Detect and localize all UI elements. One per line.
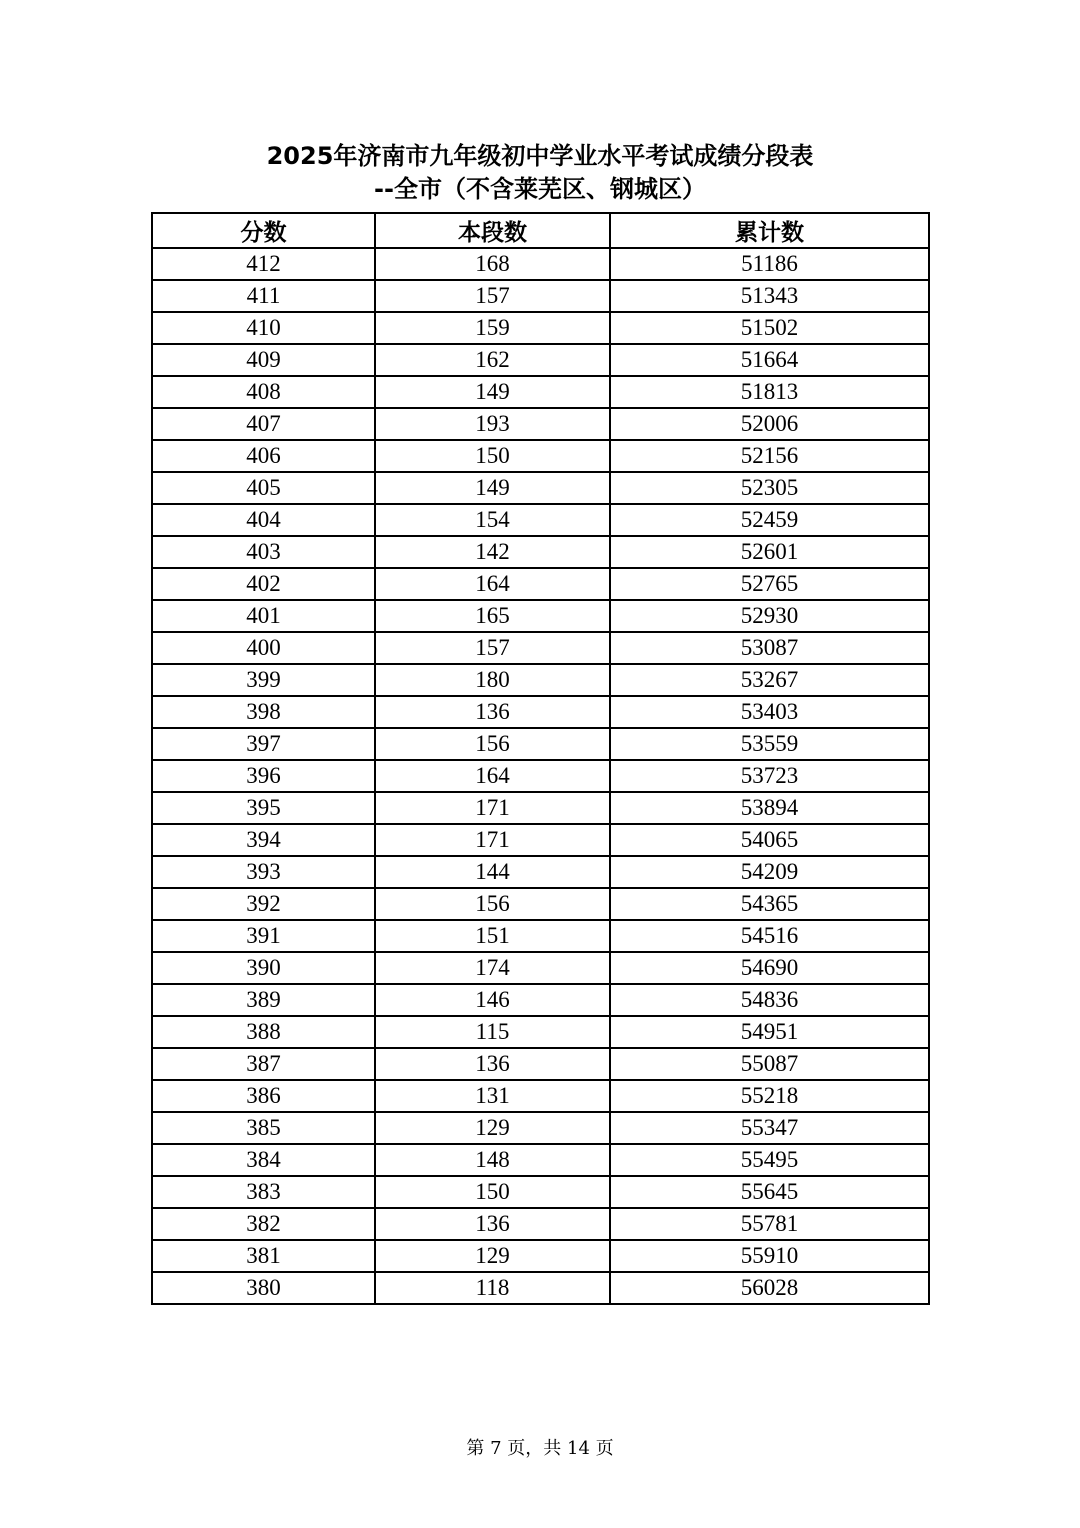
table-body xyxy=(152,248,929,1304)
cell-cumulative-count: 54065 xyxy=(610,824,929,856)
cell-cumulative-count: 52305 xyxy=(610,472,929,504)
cell-cumulative-count: 51186 xyxy=(610,248,929,280)
table-row xyxy=(152,280,929,312)
table-row xyxy=(152,504,929,536)
table-row xyxy=(152,1176,929,1208)
table-row xyxy=(152,600,929,632)
column-header-score: 分数 xyxy=(152,213,375,248)
cell-cumulative-count: 53723 xyxy=(610,760,929,792)
table-row xyxy=(152,920,929,952)
cell-score: 411 xyxy=(152,280,375,312)
cell-score: 394 xyxy=(152,824,375,856)
column-header-cumulative-count: 累计数 xyxy=(610,213,929,248)
table-row xyxy=(152,1080,929,1112)
cell-cumulative-count: 55645 xyxy=(610,1176,929,1208)
cell-score: 401 xyxy=(152,600,375,632)
table-row xyxy=(152,632,929,664)
cell-score: 383 xyxy=(152,1176,375,1208)
cell-score: 382 xyxy=(152,1208,375,1240)
cell-score: 410 xyxy=(152,312,375,344)
table-row xyxy=(152,984,929,1016)
cell-segment-count: 193 xyxy=(375,408,610,440)
cell-score: 408 xyxy=(152,376,375,408)
table-row xyxy=(152,696,929,728)
cell-segment-count: 118 xyxy=(375,1272,610,1304)
cell-cumulative-count: 51343 xyxy=(610,280,929,312)
cell-cumulative-count: 55347 xyxy=(610,1112,929,1144)
cell-cumulative-count: 52765 xyxy=(610,568,929,600)
cell-cumulative-count: 53267 xyxy=(610,664,929,696)
cell-cumulative-count: 52156 xyxy=(610,440,929,472)
score-distribution-table xyxy=(151,212,930,1305)
cell-score: 380 xyxy=(152,1272,375,1304)
cell-cumulative-count: 55087 xyxy=(610,1048,929,1080)
cell-score: 398 xyxy=(152,696,375,728)
cell-score: 392 xyxy=(152,888,375,920)
cell-segment-count: 136 xyxy=(375,696,610,728)
cell-segment-count: 144 xyxy=(375,856,610,888)
cell-cumulative-count: 53403 xyxy=(610,696,929,728)
table-row xyxy=(152,888,929,920)
cell-score: 396 xyxy=(152,760,375,792)
table-row xyxy=(152,664,929,696)
cell-segment-count: 148 xyxy=(375,1144,610,1176)
table-row xyxy=(152,792,929,824)
cell-cumulative-count: 56028 xyxy=(610,1272,929,1304)
cell-score: 385 xyxy=(152,1112,375,1144)
cell-score: 391 xyxy=(152,920,375,952)
cell-segment-count: 157 xyxy=(375,632,610,664)
table-row xyxy=(152,1272,929,1304)
cell-segment-count: 149 xyxy=(375,472,610,504)
cell-segment-count: 156 xyxy=(375,888,610,920)
cell-cumulative-count: 52006 xyxy=(610,408,929,440)
cell-cumulative-count: 54690 xyxy=(610,952,929,984)
cell-score: 386 xyxy=(152,1080,375,1112)
cell-segment-count: 149 xyxy=(375,376,610,408)
cell-segment-count: 174 xyxy=(375,952,610,984)
cell-score: 407 xyxy=(152,408,375,440)
cell-score: 405 xyxy=(152,472,375,504)
cell-segment-count: 150 xyxy=(375,1176,610,1208)
cell-cumulative-count: 55218 xyxy=(610,1080,929,1112)
cell-cumulative-count: 54951 xyxy=(610,1016,929,1048)
cell-segment-count: 171 xyxy=(375,792,610,824)
cell-score: 403 xyxy=(152,536,375,568)
cell-score: 399 xyxy=(152,664,375,696)
cell-segment-count: 164 xyxy=(375,760,610,792)
page-number: 第 7 页，共 14 页 xyxy=(466,1438,614,1459)
table-row xyxy=(152,408,929,440)
cell-segment-count: 157 xyxy=(375,280,610,312)
cell-score: 393 xyxy=(152,856,375,888)
cell-score: 402 xyxy=(152,568,375,600)
cell-segment-count: 146 xyxy=(375,984,610,1016)
cell-segment-count: 129 xyxy=(375,1240,610,1272)
cell-cumulative-count: 52459 xyxy=(610,504,929,536)
cell-segment-count: 156 xyxy=(375,728,610,760)
page-title: 2025年济南市九年级初中学业水平考试成绩分段表 xyxy=(266,142,814,170)
cell-cumulative-count: 53559 xyxy=(610,728,929,760)
cell-segment-count: 142 xyxy=(375,536,610,568)
cell-score: 389 xyxy=(152,984,375,1016)
cell-score: 388 xyxy=(152,1016,375,1048)
cell-segment-count: 165 xyxy=(375,600,610,632)
cell-segment-count: 129 xyxy=(375,1112,610,1144)
cell-segment-count: 150 xyxy=(375,440,610,472)
cell-cumulative-count: 51813 xyxy=(610,376,929,408)
table-row xyxy=(152,728,929,760)
cell-segment-count: 131 xyxy=(375,1080,610,1112)
cell-score: 387 xyxy=(152,1048,375,1080)
cell-cumulative-count: 54836 xyxy=(610,984,929,1016)
cell-segment-count: 180 xyxy=(375,664,610,696)
table-row xyxy=(152,824,929,856)
cell-cumulative-count: 55781 xyxy=(610,1208,929,1240)
table-row xyxy=(152,344,929,376)
table-row xyxy=(152,440,929,472)
cell-cumulative-count: 51664 xyxy=(610,344,929,376)
table-row xyxy=(152,248,929,280)
cell-cumulative-count: 54365 xyxy=(610,888,929,920)
table-row xyxy=(152,1208,929,1240)
cell-segment-count: 136 xyxy=(375,1048,610,1080)
cell-score: 406 xyxy=(152,440,375,472)
table-row xyxy=(152,952,929,984)
table-row xyxy=(152,1144,929,1176)
cell-score: 412 xyxy=(152,248,375,280)
table-row xyxy=(152,1112,929,1144)
cell-score: 395 xyxy=(152,792,375,824)
table-row xyxy=(152,760,929,792)
cell-cumulative-count: 53087 xyxy=(610,632,929,664)
cell-score: 409 xyxy=(152,344,375,376)
cell-cumulative-count: 52601 xyxy=(610,536,929,568)
cell-segment-count: 115 xyxy=(375,1016,610,1048)
table-row xyxy=(152,1048,929,1080)
cell-segment-count: 162 xyxy=(375,344,610,376)
table-row xyxy=(152,1016,929,1048)
cell-cumulative-count: 51502 xyxy=(610,312,929,344)
table-row xyxy=(152,1240,929,1272)
table-header-row xyxy=(152,213,929,248)
table-row xyxy=(152,568,929,600)
cell-segment-count: 136 xyxy=(375,1208,610,1240)
table-row xyxy=(152,856,929,888)
table-row xyxy=(152,472,929,504)
cell-cumulative-count: 55495 xyxy=(610,1144,929,1176)
cell-cumulative-count: 53894 xyxy=(610,792,929,824)
cell-score: 404 xyxy=(152,504,375,536)
table-row xyxy=(152,312,929,344)
cell-segment-count: 151 xyxy=(375,920,610,952)
table-row xyxy=(152,536,929,568)
cell-segment-count: 159 xyxy=(375,312,610,344)
cell-score: 384 xyxy=(152,1144,375,1176)
cell-segment-count: 171 xyxy=(375,824,610,856)
cell-score: 397 xyxy=(152,728,375,760)
cell-cumulative-count: 54209 xyxy=(610,856,929,888)
cell-cumulative-count: 52930 xyxy=(610,600,929,632)
column-header-segment-count: 本段数 xyxy=(375,213,610,248)
cell-cumulative-count: 55910 xyxy=(610,1240,929,1272)
cell-score: 390 xyxy=(152,952,375,984)
cell-score: 400 xyxy=(152,632,375,664)
cell-cumulative-count: 54516 xyxy=(610,920,929,952)
page-subtitle: --全市（不含莱芜区、钢城区） xyxy=(374,175,706,203)
cell-segment-count: 164 xyxy=(375,568,610,600)
table-row xyxy=(152,376,929,408)
cell-score: 381 xyxy=(152,1240,375,1272)
cell-segment-count: 168 xyxy=(375,248,610,280)
cell-segment-count: 154 xyxy=(375,504,610,536)
